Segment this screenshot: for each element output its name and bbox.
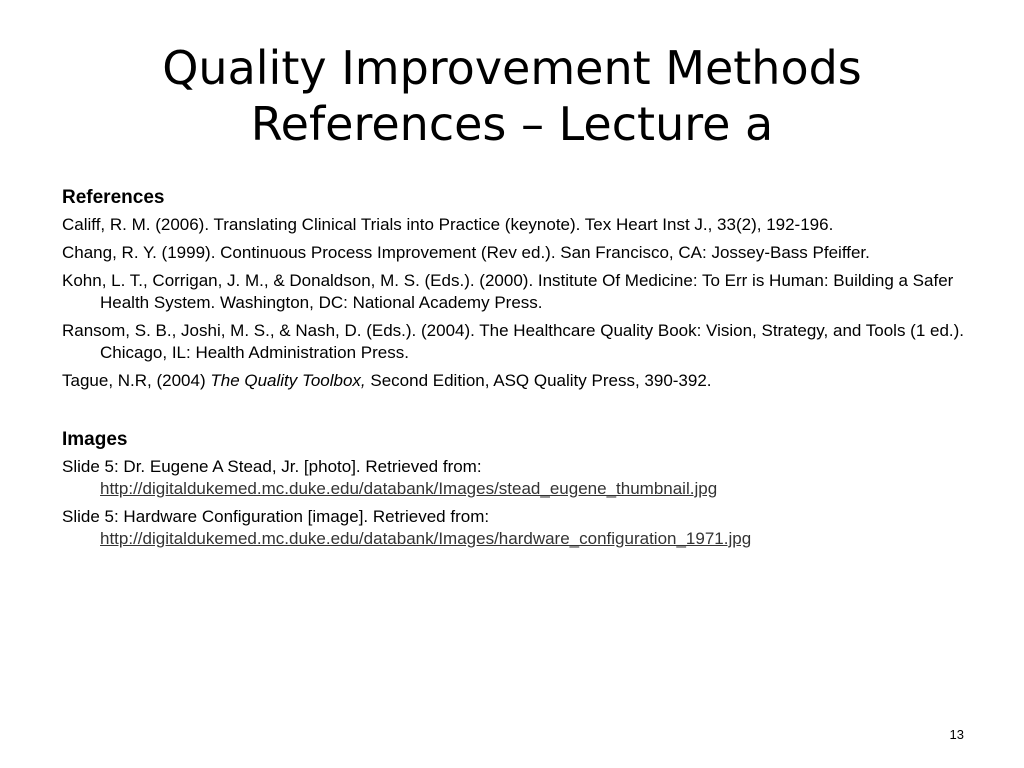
reference-item: Califf, R. M. (2006). Translating Clinical Trials into Practice (keynote). Tex Heart Inst J., 33(2), 192-196. xyxy=(62,215,834,234)
reference-italic-title: The Quality Toolbox, xyxy=(210,371,366,390)
references-heading: References xyxy=(62,187,165,208)
image-credit-item xyxy=(62,456,982,500)
reference-suffix: Second Edition, ASQ Quality Press, 390-392. xyxy=(365,371,712,390)
reference-prefix: Tague, N.R, (2004) xyxy=(62,371,211,390)
page-number: 13 xyxy=(949,727,964,742)
image-credit-link[interactable]: http://digitaldukemed.mc.duke.edu/databank/Images/stead_eugene_thumbnail.jpg xyxy=(100,479,718,498)
image-credit-item xyxy=(62,506,982,550)
reference-item: Chang, R. Y. (1999). Continuous Process Improvement (Rev ed.). San Francisco, CA: Jossey-Bass Pfeiffer. xyxy=(62,243,870,262)
image-credit-link[interactable]: http://digitaldukemed.mc.duke.edu/databank/Images/hardware_configuration_1971.jpg xyxy=(100,529,752,548)
slide-title-line1: Quality Improvement Methods xyxy=(162,41,862,95)
section-gap xyxy=(62,398,982,428)
slide-content xyxy=(62,186,982,556)
reference-item: Kohn, L. T., Corrigan, J. M., & Donaldson, M. S. (Eds.). (2000). Institute Of Medicine: To Err is Human: Building a Safer Health System. Washington, DC: National Academy Press. xyxy=(62,271,954,312)
images-heading: Images xyxy=(62,429,128,450)
reference-item: Ransom, S. B., Joshi, M. S., & Nash, D. (Eds.). (2004). The Healthcare Quality Book: Vision, Strategy, and Tools (1 ed.). Chicago, IL: Health Administration Press. xyxy=(62,321,965,362)
slide-title xyxy=(0,40,1024,152)
image-credit-text: Slide 5: Hardware Configuration [image]. Retrieved from: xyxy=(62,507,490,526)
image-credit-text: Slide 5: Dr. Eugene A Stead, Jr. [photo]. Retrieved from: xyxy=(62,457,482,476)
slide-title-line2: References – Lecture a xyxy=(250,97,774,151)
reference-item-tague xyxy=(62,370,982,392)
